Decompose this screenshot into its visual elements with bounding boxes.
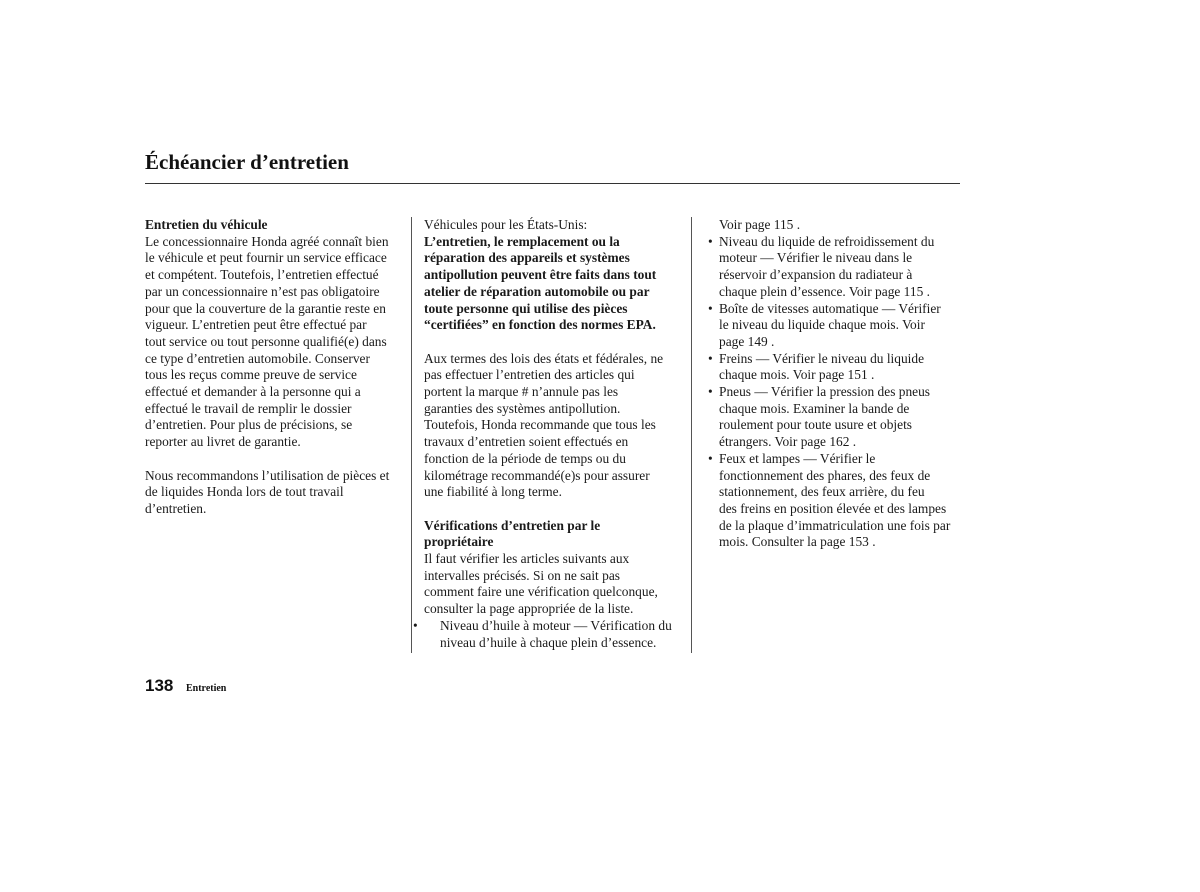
text-line: fonction de la période de temps ou du: [424, 450, 626, 466]
text-line: Voir page 115 .: [719, 217, 801, 232]
text-line: comment faire une vérification quelconque,: [424, 584, 658, 600]
text-line: par un concessionnaire n’est pas obligatoire: [145, 283, 380, 299]
text-line: Il faut vérifier les articles suivants aux: [424, 551, 630, 567]
text-line: une fiabilité à long terme.: [424, 484, 562, 500]
bold-paragraph: [424, 234, 686, 334]
text-line: mois. Consulter la page 153 .: [719, 534, 876, 550]
section-heading: Entretien du véhicule: [145, 217, 268, 232]
text-line: chaque mois. Examiner la bande de: [719, 400, 910, 416]
bullet-icon: •: [708, 233, 713, 249]
text-line: étrangers. Voir page 162 .: [719, 434, 857, 450]
text-line: L’entretien, le remplacement ou la: [424, 233, 620, 249]
text-line: d’entretien. Pour plus de précisions, se: [145, 417, 353, 433]
text-line: Feux et lampes — Vérifier le: [719, 450, 876, 466]
text-line: le niveau du liquide chaque mois. Voir: [719, 317, 925, 333]
text-line: fonctionnement des phares, des feux de: [719, 467, 931, 483]
text-line: tous les reçus comme preuve de service: [145, 367, 357, 383]
text-line: toute personne qui utilise des pièces: [424, 300, 628, 316]
text-line: réservoir d’expansion du radiateur à: [719, 267, 913, 283]
text-line: portent la marque # n’annule pas les: [424, 384, 619, 400]
text-line: Boîte de vitesses automatique — Vérifier: [719, 300, 941, 316]
text-line: Aux termes des lois des états et fédérales, ne: [424, 350, 664, 366]
text-line: effectué et demander à la personne qui a: [145, 384, 361, 400]
text-line: Toutefois, Honda recommande que tous les: [424, 417, 656, 433]
text-line: Freins — Vérifier le niveau du liquide: [719, 350, 925, 366]
text-line: atelier de réparation automobile ou par: [424, 283, 650, 299]
text-line: garanties des systèmes antipollution.: [424, 400, 621, 416]
column-divider: [691, 217, 692, 653]
bullet-icon: •: [413, 617, 418, 633]
text-line: Le concessionnaire Honda agréé connaît bien: [145, 233, 389, 249]
text-line: tout service ou tout personne qualifié(e) dans: [145, 333, 387, 349]
text-line: “certifiées” en fonction des normes EPA.: [424, 317, 656, 333]
title-rule: [145, 183, 960, 184]
text-line: Pneus — Vérifier la pression des pneus: [719, 384, 930, 400]
paragraph: [424, 351, 686, 501]
text-line: ce type d’entretien automobile. Conserver: [145, 350, 370, 366]
paragraph: [424, 551, 686, 618]
text-line: antipollution peuvent être faits dans tout: [424, 267, 657, 283]
text-line: Nous recommandons l’utilisation de pièces et: [145, 467, 390, 483]
text-line: intervalles précisés. Si on ne sait pas: [424, 567, 620, 583]
text-line: d’entretien.: [145, 500, 207, 516]
paragraph: [145, 234, 407, 451]
bullet-item: [708, 300, 964, 351]
text-line: reporter au livret de garantie.: [145, 434, 301, 450]
column-divider: [411, 217, 412, 653]
text-line: kilométrage recommandé(e)s pour assurer: [424, 467, 650, 483]
column-2: [413, 217, 686, 651]
bullet-icon: •: [708, 350, 713, 366]
text-line: roulement pour toute usure et objets: [719, 417, 913, 433]
text-line: Vérifications d’entretien par le: [424, 517, 601, 533]
text-line: Véhicules pour les États-Unis:: [424, 217, 588, 232]
paragraph: [145, 468, 407, 518]
text-line: pas effectuer l’entretien des articles qui: [424, 367, 635, 383]
text-line: propriétaire: [424, 534, 494, 550]
text-line: Niveau d’huile à moteur — Vérification du: [440, 617, 672, 633]
text-line: niveau d’huile à chaque plein d’essence.: [440, 634, 657, 650]
bullet-item: [708, 233, 964, 301]
text-line: le véhicule et peut fournir un service efficace: [145, 250, 387, 266]
text-line: stationnement, des feux arrière, du feu: [719, 484, 925, 500]
column-1: [145, 217, 407, 518]
bullet-item: [708, 450, 964, 551]
text-line: chaque mois. Voir page 151 .: [719, 367, 875, 383]
text-line: de liquides Honda lors de tout travail: [145, 484, 344, 500]
text-line: chaque plein d’essence. Voir page 115 .: [719, 283, 930, 299]
column-3: [708, 217, 964, 551]
text-line: de la plaque d’immatriculation une fois par: [719, 517, 951, 533]
page-number: 138: [145, 676, 174, 695]
text-line: pour que la couverture de la garantie reste en: [145, 300, 386, 316]
bullet-icon: •: [708, 384, 713, 400]
text-line: moteur — Vérifier le niveau dans le: [719, 250, 913, 266]
text-line: page 149 .: [719, 333, 775, 349]
section-name: Entretien: [186, 683, 227, 694]
text-line: et compétent. Toutefois, l’entretien effectué: [145, 267, 379, 283]
page-title: Échéancier d’entretien: [145, 150, 349, 174]
bullet-item: [708, 350, 964, 384]
text-line: vigueur. L’entretien peut être effectué par: [145, 317, 367, 333]
text-line: réparation des appareils et systèmes: [424, 250, 630, 266]
text-line: Niveau du liquide de refroidissement du: [719, 233, 935, 249]
text-line: travaux d’entretien soient effectués en: [424, 434, 629, 450]
text-line: consulter la page appropriée de la liste.: [424, 601, 634, 617]
bullet-item: [413, 617, 686, 651]
text-line: des freins en position élevée et des lampes: [719, 500, 947, 516]
bullet-icon: •: [708, 300, 713, 316]
section-heading: [424, 518, 686, 551]
bullet-item: [708, 384, 964, 451]
bullet-icon: •: [708, 450, 713, 466]
text-line: effectué le travail de remplir le dossier: [145, 400, 352, 416]
